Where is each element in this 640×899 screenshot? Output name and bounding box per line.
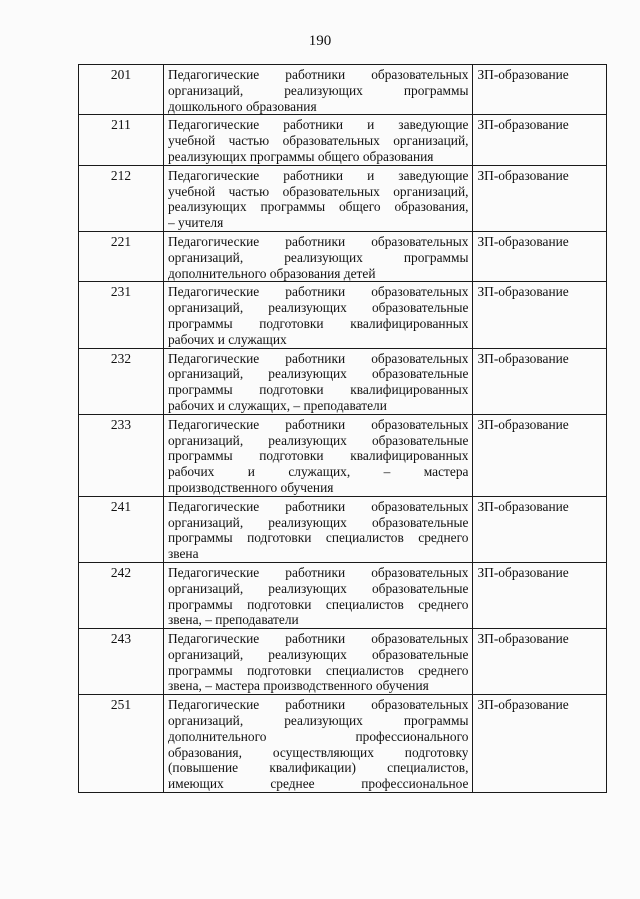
row-group: ЗП-образование (473, 629, 607, 695)
row-code: 242 (79, 562, 164, 628)
row-code: 241 (79, 496, 164, 562)
row-group: ЗП-образование (473, 165, 607, 231)
description-line: реализующих программы общего образования (167, 148, 434, 164)
row-group: ЗП-образование (473, 231, 607, 281)
description-line: рабочих и служащих, – мастера (167, 464, 469, 480)
table-row (79, 629, 607, 695)
description-line: дополнительного образования детей (167, 265, 376, 281)
description-line: Педагогические работники образовательных (167, 498, 469, 514)
page-number: 190 (308, 33, 332, 49)
description-line: имеющих среднее профессиональное (167, 776, 469, 792)
description-line: звена, – мастера производственного обучения (167, 678, 429, 694)
description-line: рабочих и служащих (167, 331, 287, 347)
description-line: звена (167, 546, 199, 562)
row-code: 212 (79, 165, 164, 231)
row-description (163, 115, 473, 165)
description-line: программы подготовки квалифицированных (167, 315, 469, 331)
description-line: Педагогические работники образовательных (167, 697, 469, 713)
description-line: Педагогические работники образовательных (167, 67, 469, 82)
row-code: 211 (79, 115, 164, 165)
description-line: Педагогические работники и заведующие (167, 167, 469, 183)
row-description (163, 282, 473, 348)
description-line: организаций, реализующих образовательные (167, 366, 469, 382)
row-description (163, 562, 473, 628)
table-row (79, 65, 607, 115)
description-line: организаций, реализующих программы (167, 82, 469, 98)
description-line: программы подготовки квалифицированных (167, 382, 469, 398)
description-line: Педагогические работники образовательных (167, 564, 469, 580)
row-code: 233 (79, 414, 164, 496)
description-line: производственного обучения (167, 479, 334, 495)
row-description (163, 165, 473, 231)
description-line: дошкольного образования (167, 98, 317, 114)
row-group: ЗП-образование (473, 695, 607, 793)
description-line: учебной частью образовательных организаций, (167, 133, 469, 149)
row-group: ЗП-образование (473, 562, 607, 628)
table-body (79, 65, 607, 793)
row-description (163, 348, 473, 414)
row-group: ЗП-образование (473, 115, 607, 165)
description-line: рабочих и служащих, – преподаватели (167, 397, 387, 413)
description-line: организаций, реализующих программы (167, 713, 469, 729)
row-group: ЗП-образование (473, 348, 607, 414)
row-group: ЗП-образование (473, 65, 607, 115)
description-line: Педагогические работники образовательных (167, 284, 469, 300)
row-code: 231 (79, 282, 164, 348)
table-row (79, 496, 607, 562)
description-line: организаций, реализующих программы (167, 249, 469, 265)
row-group: ЗП-образование (473, 496, 607, 562)
description-line: программы подготовки специалистов среднего (167, 530, 469, 546)
table-row (79, 282, 607, 348)
table-row (79, 165, 607, 231)
row-description (163, 65, 473, 115)
table-row (79, 115, 607, 165)
description-line: учебной частью образовательных организаций, (167, 183, 469, 199)
description-line: Педагогические работники образовательных (167, 350, 469, 366)
row-code: 201 (79, 65, 164, 115)
table-row (79, 231, 607, 281)
table-row (79, 695, 607, 793)
description-line: организаций, реализующих образовательные (167, 300, 469, 316)
description-line: программы подготовки специалистов среднего (167, 662, 469, 678)
description-line: – учителя (167, 215, 224, 231)
classification-table (78, 64, 607, 793)
row-description (163, 414, 473, 496)
description-line: Педагогические работники образовательных (167, 631, 469, 647)
description-line: Педагогические работники и заведующие (167, 117, 469, 133)
description-line: организаций, реализующих образовательные (167, 646, 469, 662)
description-line: Педагогические работники образовательных (167, 233, 469, 249)
description-line: организаций, реализующих образовательные (167, 580, 469, 596)
table-row (79, 562, 607, 628)
row-group: ЗП-образование (473, 282, 607, 348)
row-description (163, 629, 473, 695)
row-description (163, 231, 473, 281)
row-description (163, 496, 473, 562)
description-line: реализующих программы общего образования, (167, 199, 469, 215)
description-line: программы подготовки квалифицированных (167, 448, 469, 464)
row-code: 232 (79, 348, 164, 414)
description-line: дополнительного профессионального (167, 728, 469, 744)
description-line: организаций, реализующих образовательные (167, 514, 469, 530)
description-line: организаций, реализующих образовательные (167, 432, 469, 448)
row-group: ЗП-образование (473, 414, 607, 496)
description-line: Педагогические работники образовательных (167, 416, 469, 432)
table-row (79, 348, 607, 414)
description-line: (повышение квалификации) специалистов, (167, 760, 469, 776)
row-description (163, 695, 473, 793)
description-line: программы подготовки специалистов среднего (167, 596, 469, 612)
row-code: 221 (79, 231, 164, 281)
table-row (79, 414, 607, 496)
description-line: образования, осуществляющих подготовку (167, 744, 469, 760)
row-code: 251 (79, 695, 164, 793)
description-line: звена, – преподаватели (167, 612, 299, 628)
row-code: 243 (79, 629, 164, 695)
